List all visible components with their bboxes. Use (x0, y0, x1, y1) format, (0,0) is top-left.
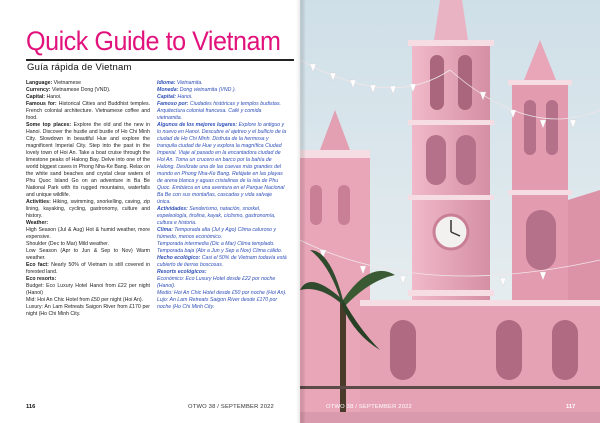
clima-line: Temporada intermedia (Dic a Mar) Clima templado. (157, 241, 275, 247)
resorts-heading: Resorts ecológicos: (157, 269, 207, 275)
activities-entry: Activities: Hiking, swimming, snorkelling, caving, zip lining, kayaking, cycling, gastronomy, culture and history. (26, 199, 150, 219)
eco-fact-entry: Eco fact: Nearly 50% of Vietnam is still covered in forested land. (26, 262, 150, 275)
famous-for-entry: Famous for: Historical Cities and Buddhist temples. French colonial architecture. Vietnamese coffee and food. (26, 101, 150, 121)
eco-resort-line: Mid: Hoi An Chic Hotel from £50 per night (Hoi An). (26, 297, 144, 303)
resort-line: Económico: Eco Luxury Hotel desde £22 por noche (Hanoi). (157, 276, 276, 289)
clima-line: Temporada baja (Abr a Jun y Sep a Nov) Clima cálido. (157, 248, 283, 254)
left-page-number: 116 (26, 404, 36, 410)
capital-entry: Capital: Hanoi. (26, 94, 62, 100)
right-page-number: 117 (566, 404, 576, 410)
eco-resort-line: Luxury: An Lam Retreats Saigon River from £170 per night (Ho Chi Minh City. (26, 304, 150, 317)
right-issue-footer: OTWO 38 / SEPTEMBER 2022 (326, 404, 412, 410)
weather-line: Low Season (Apr to Jun & Sep to Nov) Warm weather. (26, 248, 150, 261)
page-subtitle: Guía rápida de Vietnam (27, 62, 132, 73)
language-entry: Language: Vietnamese (26, 80, 81, 86)
top-places-entry: Some top places: Explore the old and the new in Hanoi. Discover the hustle and bustle of Ho Chi Minh City. Slowdown in beautiful Hue and explore the magnificent Imperial City. Step into the past in the lovely town of Hoi An. Take a boat cruise through the limestone peaks of Halong Bay. Delve into one of the world biggest caves in Phong Nha-Ke Bang. Relax on the white sand beaches and crystal clear waters of Phu Quoc Island Go on an adventure in Ba Be National Park with its rugged mountains, waterfalls and unique wildlife. (26, 122, 151, 198)
moneda-entry: Moneda: Dong vietnamita (VND ). (157, 87, 236, 93)
idioma-entry: Idioma: Vietnamita. (157, 80, 203, 86)
weather-line: Shoulder (Dec to Mar) Mild weather. (26, 241, 110, 247)
eco-resorts-heading: Eco resorts: (26, 276, 57, 282)
resort-line: Medio: Hoi An Chic Hotel desde £50 por noche (Hoi An). (157, 290, 287, 296)
weather-line: High Season (Jul & Aug) Hot & humid weather, more expensive. (26, 227, 150, 240)
mejores-lugares-entry: Algunos de los mejores lugares: Explore lo antiguo y lo nuevo en Hanoi. Descubre el ajetreo y el bullicio de la ciudad de Ho Chi Minh. Disfruta de la hermosa y tranquila ciudad de Hue y explora la magnífica Ciudad Imperial. Viaje al pasado en la encantadora ciudad de Hoi An. Toma un crucero en barco por la bahía de Halong. Deslízate una de las cuevas más grandes del mundo en Phong Nha-Ke Bang. Relájate en las playas de arena blanca y aguas cristalinas de la isla de Phu Quoc. Embárca en una aventura en el Parque Nacional Ba Be con sus montañas, cascadas y vida salvaje única. (157, 122, 287, 205)
title-divider (26, 59, 294, 61)
actividades-entry: Actividades: Senderismo, natación, snorkel, espeleología, tirolina, kayak, ciclismo, gastronomía, cultura e historia. (157, 206, 276, 226)
weather-heading: Weather: (26, 220, 49, 226)
famoso-por-entry: Famoso por: Ciudades históricas y templos budistas. Arquitectura colonial francesa. Café y comida vietnamita. (157, 101, 281, 121)
resort-line: Lujo: An Lam Retreats Saigon River desde £170 por noche (Ho Chi Minh City. (157, 297, 278, 310)
left-issue-footer: OTWO 38 / SEPTEMBER 2022 (188, 404, 274, 410)
hecho-ecologico-entry: Hecho ecológico: Casi el 50% de Vietnam todavía está cubierto de tierras boscosas. (157, 255, 287, 268)
currency-entry: Currency: Vietnamese Dong (VND). (26, 87, 111, 93)
english-column (26, 80, 150, 318)
eco-resort-line: Budget: Eco Luxury Hotel Hanoi from £22 per night (Hanoi) (26, 283, 150, 296)
pink-church-photo (300, 0, 600, 423)
page-title: Quick Guide to Vietnam (26, 26, 281, 56)
right-page (300, 0, 600, 423)
spanish-column (157, 80, 287, 311)
side-building (300, 110, 370, 423)
clima-entry: Clima: Temporada alta (Jul y Ago) Clima caluroso y húmedo, menos económico. (157, 227, 276, 240)
capital-es-entry: Capital: Hanoi. (157, 94, 193, 100)
